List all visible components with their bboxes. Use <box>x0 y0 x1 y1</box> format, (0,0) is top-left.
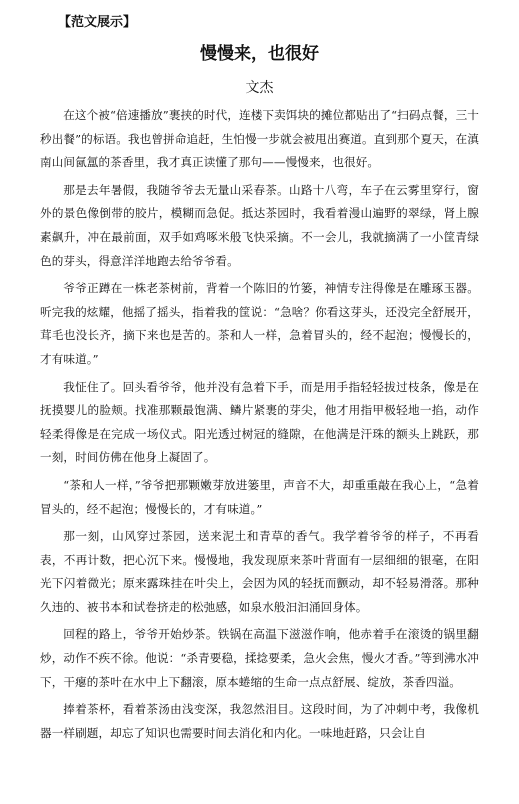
paragraph: “茶和人一样，”爷爷把那颗嫩芽放进篓里，声音不大，却重重敲在我心上，“急着冒头的，经不起泡；慢慢长的，才有味道。” <box>40 477 479 516</box>
paragraph: 爷爷正蹲在一株老茶树前，背着一个陈旧的竹篓，神情专注得像是在雕琢玉器。听完我的炫耀，他摇了摇头，指着我的筐说：“急啥？你看这芽头，还没完全舒展开，茸毛也没长齐，摘下来也是苦的。茶和人一样，急着冒头的，经不起泡；慢慢长的，才有味道。” <box>40 281 479 366</box>
paragraph: 在这个被“倍速播放”裹挟的时代，连楼下卖饵块的摊位都贴出了“扫码点餐，三十秒出餐”的标语。我也曾拼命追赶，生怕慢一步就会被甩出赛道。直到那个夏天，在滇南山间氤氲的茶香里，我才真正读懂了那句——慢慢来，也很好。 <box>40 108 479 170</box>
paragraph: 那是去年暑假，我随爷爷去无量山采春茶。山路十八弯，车子在云雾里穿行，窗外的景色像倒带的胶片，模糊而急促。抵达茶园时，我看着漫山遍野的翠绿，肾上腺素飙升，冲在最前面，双手如鸡啄米般飞快采摘。不一会儿，我就摘满了一小筐青绿色的芽头，得意洋洋地跑去给爷爷看。 <box>40 182 479 268</box>
section-tag: 【范文展示】 <box>58 15 137 30</box>
essay-title: 慢慢来，也很好 <box>200 44 319 64</box>
paragraph: 回程的路上，爷爷开始炒茶。铁锅在高温下滋滋作响，他赤着手在滚烫的锅里翻炒，动作不疾不徐。他说：“杀青要稳，揉捻要柔，急火会焦，慢火才香。”等到沸水冲下，干瘪的茶叶在水中上下翻滚，原本蜷缩的生命一点点舒展、绽放，茶香四溢。 <box>40 627 479 689</box>
paragraph: 我怔住了。回头看爷爷，他并没有急着下手，而是用手指轻轻拔过枝条，像是在抚摸婴儿的脸颊。找准那颗最饱满、鳞片紧裹的芽尖，他才用指甲极轻地一掐，动作轻柔得像是在完成一场仪式。阳光透过树冠的缝隙，在他满是汗珠的额头上跳跃，那一刻，时间仿佛在他身上凝固了。 <box>40 379 479 465</box>
paragraph: 那一刻，山风穿过茶园，送来泥土和青草的香气。我学着爷爷的样子，不再看表，不再计数，把心沉下来。慢慢地，我发现原来茶叶背面有一层细细的银毫，在阳光下闪着微光；原来露珠挂在叶尖上，会因为风的轻抚而颤动，却不轻易滑落。那种久违的、被书本和试卷挤走的松弛感，如泉水般汩汩涌回身体。 <box>40 529 479 614</box>
essay-body <box>40 104 479 745</box>
paragraph: 捧着茶杯，看着茶汤由浅变深，我忽然泪目。这段时间，为了冲刺中考，我像机器一样刷题，却忘了知识也需要时间去消化和内化。一味地赶路，只会让自 <box>40 702 479 740</box>
essay-author: 文杰 <box>245 80 274 96</box>
